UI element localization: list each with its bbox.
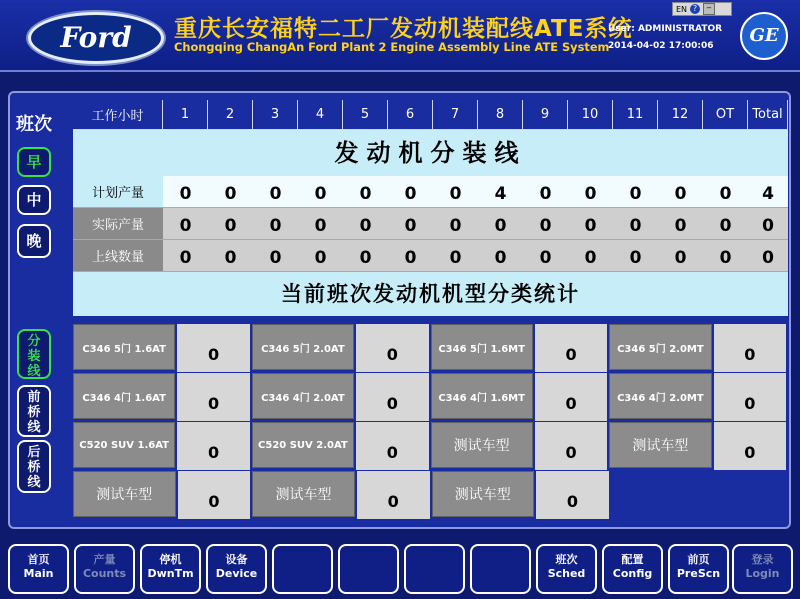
table-cell: 0 [568, 208, 613, 240]
table-cell: 0 [208, 176, 253, 208]
schedule-button[interactable] [536, 544, 597, 594]
device-button[interactable] [206, 544, 267, 594]
model-name: C346 4门 2.0AT [252, 373, 354, 419]
model-name: C520 SUV 2.0AT [252, 422, 354, 468]
login-button[interactable] [732, 544, 793, 594]
model-row [73, 373, 788, 421]
button-label-cn: 设备 [225, 553, 248, 566]
ge-logo: GE [740, 12, 788, 60]
model-count: 0 [535, 422, 607, 470]
table-cell: 0 [523, 208, 568, 240]
model-count: 0 [357, 471, 430, 519]
table-cell: 0 [208, 240, 253, 272]
model-count: 0 [356, 324, 428, 372]
table-cell: 0 [568, 176, 613, 208]
table-cell: 0 [748, 240, 788, 272]
button-label-cn: 登录 [751, 553, 774, 566]
hour-header: 9 [523, 100, 568, 130]
model-count: 0 [535, 373, 607, 421]
model-count: 0 [714, 324, 786, 372]
hour-header: 12 [658, 100, 703, 130]
model-count: 0 [714, 422, 786, 470]
hour-header: OT [703, 100, 748, 130]
hour-header: 10 [568, 100, 613, 130]
table-cell: 0 [703, 176, 748, 208]
button-label-cn: 班次 [555, 553, 578, 566]
model-name: C346 5门 1.6AT [73, 324, 175, 370]
model-name: C346 4门 1.6MT [431, 373, 533, 419]
line-button-subassembly[interactable]: 分 装 线 [17, 329, 51, 379]
model-count: 0 [178, 471, 251, 519]
model-name: 测试车型 [252, 471, 355, 517]
model-row [73, 471, 788, 519]
table-cell: 4 [748, 176, 788, 208]
table-cell: 0 [478, 208, 523, 240]
line-button-rear-axle[interactable]: 后 桥 线 [17, 440, 51, 493]
row-label-online: 上线数量 [73, 240, 163, 272]
table-cell: 0 [523, 176, 568, 208]
hour-header: 4 [298, 100, 343, 130]
hour-header: Total [748, 100, 788, 130]
table-cell: 0 [658, 240, 703, 272]
main-button[interactable] [8, 544, 69, 594]
table-cell: 0 [253, 240, 298, 272]
model-count: 0 [714, 373, 786, 421]
model-name: C346 5门 1.6MT [431, 324, 533, 370]
table-cell: 0 [388, 176, 433, 208]
button-label-en: DwnTm [147, 567, 194, 580]
model-row [73, 324, 788, 372]
model-name: 测试车型 [73, 471, 176, 517]
table-cell: 0 [298, 208, 343, 240]
language-selector[interactable] [672, 2, 732, 16]
empty-slot [611, 471, 788, 519]
table-row [73, 176, 788, 208]
model-name: 测试车型 [432, 471, 535, 517]
hour-header: 5 [343, 100, 388, 130]
table-cell: 0 [523, 240, 568, 272]
table-cell: 0 [703, 208, 748, 240]
model-name: C346 4门 2.0MT [609, 373, 711, 419]
table-cell: 0 [388, 240, 433, 272]
shift-button-morning[interactable]: 早 [17, 147, 51, 177]
table-cell: 0 [658, 176, 703, 208]
button-label-en: Config [612, 567, 653, 580]
table-cell: 0 [613, 240, 658, 272]
minimize-icon[interactable]: − [703, 3, 715, 15]
table-cell: 0 [433, 176, 478, 208]
empty-button-1[interactable] [272, 544, 333, 594]
model-count: 0 [177, 422, 249, 470]
hour-header: 1 [163, 100, 208, 130]
table-cell: 0 [298, 176, 343, 208]
table-cell: 0 [478, 240, 523, 272]
header-bar [0, 0, 800, 72]
counts-button[interactable] [74, 544, 135, 594]
hourly-table [73, 100, 788, 316]
table-cell: 0 [163, 240, 208, 272]
table-cell: 0 [343, 240, 388, 272]
table-cell: 0 [433, 208, 478, 240]
table-cell: 0 [208, 208, 253, 240]
line-button-front-axle[interactable]: 前 桥 线 [17, 385, 51, 437]
button-label-cn: 产量 [93, 553, 116, 566]
datetime-label: 2014-04-02 17:00:06 [608, 41, 714, 51]
button-label-en: Login [745, 567, 780, 580]
empty-button-2[interactable] [338, 544, 399, 594]
button-label-en: Device [215, 567, 258, 580]
hour-header: 8 [478, 100, 523, 130]
ford-logo: Ford [28, 12, 164, 64]
table-cell: 0 [388, 208, 433, 240]
hour-header: 11 [613, 100, 658, 130]
table-cell: 4 [478, 176, 523, 208]
hours-corner-label: 工作小时 [73, 100, 163, 130]
table-cell: 0 [703, 240, 748, 272]
model-name: C346 4门 1.6AT [73, 373, 175, 419]
table-cell: 0 [253, 176, 298, 208]
table-cell: 0 [658, 208, 703, 240]
button-label-cn: 停机 [159, 553, 182, 566]
line-banner: 发动机分装线 [73, 130, 788, 176]
table-cell: 0 [613, 208, 658, 240]
hour-header: 2 [208, 100, 253, 130]
table-cell: 0 [748, 208, 788, 240]
model-count: 0 [177, 373, 249, 421]
language-label: EN [676, 4, 688, 14]
table-cell: 0 [343, 208, 388, 240]
model-name: 测试车型 [431, 422, 533, 468]
button-label-cn: 首页 [27, 553, 50, 566]
row-label-actual: 实际产量 [73, 208, 163, 240]
table-cell: 0 [298, 240, 343, 272]
model-name: 测试车型 [609, 422, 711, 468]
shift-title: 班次 [16, 114, 52, 135]
config-button[interactable] [602, 544, 663, 594]
model-count: 0 [535, 324, 607, 372]
button-label-en: Sched [547, 567, 586, 580]
table-cell: 0 [613, 176, 658, 208]
model-stats-grid [73, 324, 788, 520]
table-cell: 0 [163, 208, 208, 240]
model-count: 0 [356, 422, 428, 470]
model-row [73, 422, 788, 470]
page-subtitle: Chongqing ChangAn Ford Plant 2 Engine Assembly Line ATE System [174, 40, 610, 54]
button-label-en: Counts [82, 567, 127, 580]
table-cell: 0 [433, 240, 478, 272]
table-cell: 0 [568, 240, 613, 272]
empty-button-4[interactable] [470, 544, 531, 594]
model-name: C346 5门 2.0MT [609, 324, 711, 370]
table-row [73, 240, 788, 272]
button-label-cn: 配置 [621, 553, 644, 566]
shift-button-night[interactable]: 晚 [17, 224, 51, 258]
model-count: 0 [536, 471, 609, 519]
previous-screen-button[interactable] [668, 544, 729, 594]
empty-button-3[interactable] [404, 544, 465, 594]
button-label-en: Main [23, 567, 54, 580]
user-label: User: ADMINISTRATOR [608, 24, 723, 34]
downtime-button[interactable] [140, 544, 201, 594]
model-count: 0 [356, 373, 428, 421]
table-cell: 0 [343, 176, 388, 208]
table-row [73, 208, 788, 240]
table-cell: 0 [253, 208, 298, 240]
button-label-cn: 前页 [687, 553, 710, 566]
hour-header: 3 [253, 100, 298, 130]
hour-header: 6 [388, 100, 433, 130]
shift-button-middle[interactable]: 中 [17, 185, 51, 215]
model-name: C520 SUV 1.6AT [73, 422, 175, 468]
model-count: 0 [177, 324, 249, 372]
row-label-planned: 计划产量 [73, 176, 163, 208]
help-icon[interactable]: ? [690, 4, 700, 14]
model-stats-banner: 当前班次发动机机型分类统计 [73, 272, 788, 316]
table-cell: 0 [163, 176, 208, 208]
page-title: 重庆长安福特二工厂发动机装配线ATE系统 [174, 16, 633, 42]
model-name: C346 5门 2.0AT [252, 324, 354, 370]
button-label-en: PreScn [676, 567, 721, 580]
hour-header: 7 [433, 100, 478, 130]
hour-header-row [73, 100, 788, 130]
